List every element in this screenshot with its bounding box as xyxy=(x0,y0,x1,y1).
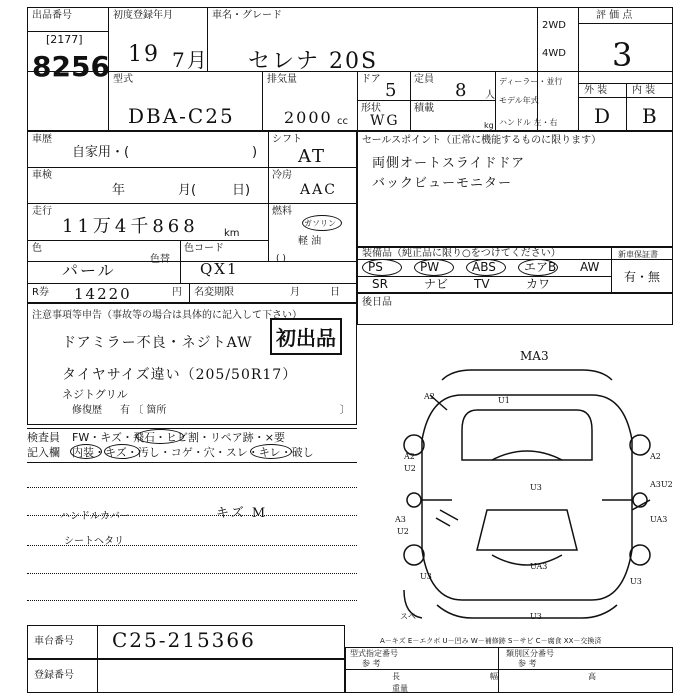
notes-line1: ドアミラー不良・ネジトAW xyxy=(62,335,253,351)
model-label: 型式 xyxy=(113,74,133,85)
shaken-year: 年 xyxy=(112,183,126,198)
equip-row1-item: PS xyxy=(368,260,383,274)
color-code-value: QX1 xyxy=(200,260,239,278)
doors-value: 5 xyxy=(385,80,399,101)
lot-sub: [2177] xyxy=(46,33,83,46)
damage-mark: A2 xyxy=(424,392,435,401)
repair-value: 有 〔 箇所 xyxy=(120,405,167,416)
color-code-label: 色コード xyxy=(184,243,224,254)
equip-row2-item: TV xyxy=(474,277,490,291)
record-line2: シートヘタリ xyxy=(64,536,124,547)
shaken-label: 車検 xyxy=(32,170,52,181)
chassis-label: 車台番号 xyxy=(34,636,74,647)
damage-mark: U3 xyxy=(530,612,542,621)
repair-label: 修復歴 xyxy=(72,405,102,416)
color-value: パール xyxy=(62,261,116,280)
lot-label: 出品番号 xyxy=(32,10,72,21)
grade-label: 評 価 点 xyxy=(596,10,633,21)
notes-line3: ネジトグリル xyxy=(62,388,128,401)
length-label: 長 xyxy=(392,672,400,681)
damage-mark: U3 xyxy=(630,577,642,586)
damage-mark: U2 xyxy=(404,464,416,473)
reg-label: 初度登録年月 xyxy=(113,10,173,21)
notes-line2: タイヤサイズ違い（205/50R17） xyxy=(62,367,298,383)
drive-4wd: 4WD xyxy=(542,48,566,59)
equipment-circle xyxy=(466,259,506,276)
fuel-label: 燃料 xyxy=(272,206,292,217)
disp-value: 2000 xyxy=(284,108,333,127)
recycle-value: 14220 xyxy=(74,285,132,303)
dealer-label: ディーラー・並行 xyxy=(499,77,563,86)
class-label: 類別区分番号 xyxy=(506,649,554,658)
damage-mark: A2 xyxy=(404,452,415,461)
reg-year: 19 xyxy=(128,42,160,67)
height-label: 高 xyxy=(588,672,596,681)
inspection-row-1: FW・キズ・飛石・ヒビ割・リペア跡・×要 xyxy=(72,431,285,444)
equipment-circle xyxy=(414,259,454,276)
type-spec-label: 型式指定番号 xyxy=(350,649,398,658)
lot-number: 8256 xyxy=(32,50,110,83)
load-label: 積載 xyxy=(414,103,434,114)
load-unit: kg xyxy=(484,121,494,130)
record-line1-left: ハンドルカバー xyxy=(60,511,130,522)
equip-row1-item: ABS xyxy=(472,260,496,274)
mileage-unit: km xyxy=(224,228,240,239)
handle-label: ハンドル 左・右 xyxy=(499,118,558,127)
shift-label: シフト xyxy=(272,134,302,145)
car-name: セレナ 20S xyxy=(248,49,379,74)
record-label: 記入欄 xyxy=(27,446,60,459)
mark-circle-sure xyxy=(250,444,292,459)
recycle-label: R券 xyxy=(32,287,49,298)
ref-1: 参 考 xyxy=(362,659,381,668)
fuel-diesel: 軽 油 xyxy=(298,236,322,247)
history-label: 車歴 xyxy=(32,134,52,145)
mileage-label: 走行 xyxy=(32,206,52,217)
meigi-label: 名変期限 xyxy=(194,287,234,298)
doors-label: ドア xyxy=(361,74,381,85)
fuel-gas: ガソリン xyxy=(304,219,336,228)
equip-row2-item: SR xyxy=(372,277,388,291)
int-grade: B xyxy=(642,104,659,128)
sales-line2: バックビューモニター xyxy=(372,176,513,191)
model-year-label: モデル年式 xyxy=(499,96,539,105)
weight-label: 重量 xyxy=(392,684,408,693)
disp-label: 排気量 xyxy=(267,74,297,85)
regno-label: 登録番号 xyxy=(34,670,74,681)
equip-row2-item: カワ xyxy=(526,277,551,291)
car-label: 車名・グレード xyxy=(212,10,282,21)
equip-row2-item: ナビ xyxy=(424,277,449,291)
mileage-value: 11万4千868 xyxy=(62,216,199,237)
regno-frame xyxy=(27,659,345,693)
ac-value: AAC xyxy=(300,182,337,198)
capacity-unit: 人 xyxy=(485,90,495,101)
chassis-value: C25-215366 xyxy=(112,628,256,652)
diagram-top-mark: MA3 xyxy=(520,349,549,363)
damage-mark: A2 xyxy=(650,452,661,461)
damage-mark: U3 xyxy=(420,572,432,581)
int-label: 内 装 xyxy=(632,85,656,96)
equip-row1-item: PW xyxy=(420,260,440,274)
reg-month: 7月 xyxy=(172,48,209,72)
ext-grade: D xyxy=(594,104,613,128)
equip-row1-item: AW xyxy=(580,260,600,274)
history-close: ) xyxy=(252,145,258,160)
damage-mark: U3 xyxy=(530,483,542,492)
equipment-label: 装備品（純正品に限り○をつけてください） xyxy=(362,248,561,259)
shaken-day: 日) xyxy=(232,183,251,198)
drive-2wd: 2WD xyxy=(542,20,566,31)
width-label: 幅 xyxy=(490,672,498,681)
disp-unit: cc xyxy=(337,116,348,127)
equipment-circle xyxy=(518,259,558,276)
repair-close: 〕 xyxy=(340,405,350,416)
equipment-circle xyxy=(362,259,402,276)
notes-label: 注意事項等申告（事故等の場合は具体的に記入して下さい） xyxy=(32,310,302,321)
ato-label: 後日品 xyxy=(362,297,392,308)
ato-frame xyxy=(357,293,673,325)
inspector-label: 検査員 xyxy=(27,431,60,444)
first-listing-stamp: 初出品 xyxy=(270,318,342,355)
mark-circle-naisou xyxy=(70,444,102,459)
damage-mark: UA3 xyxy=(530,562,548,571)
shaken-month: 月( xyxy=(178,183,197,198)
damage-mark: U1 xyxy=(498,396,510,405)
shift-value: AT xyxy=(298,146,327,167)
diagram-legend: A－キズ E－エクボ U－凹み W－補修跡 S－サビ C－腐食 XX－交換済 xyxy=(380,637,602,645)
capacity-value: 8 xyxy=(455,80,469,101)
ac-label: 冷房 xyxy=(272,170,292,181)
history-value: 自家用・( xyxy=(72,145,130,160)
record-line1-right: キズ M xyxy=(216,506,268,521)
shape-label: 形状 xyxy=(361,103,381,114)
damage-mark: A3U2 xyxy=(650,480,673,489)
damage-mark: A3 xyxy=(395,515,406,524)
ref-2: 参 考 xyxy=(518,659,537,668)
damage-mark: UA3 xyxy=(650,515,668,524)
overall-score: 3 xyxy=(612,36,635,74)
meigi-month: 月 xyxy=(290,287,300,298)
meigi-day: 日 xyxy=(330,287,340,298)
capacity-label: 定員 xyxy=(414,74,434,85)
mark-circle-kizu xyxy=(104,444,140,459)
mark-circle-hiseki xyxy=(136,429,184,444)
fuel-paren: ( ) xyxy=(276,254,286,264)
warranty-value: 有・無 xyxy=(624,270,661,284)
model-value: DBA-C25 xyxy=(128,104,235,128)
ext-label: 外 装 xyxy=(584,85,608,96)
damage-mark: スペ xyxy=(400,612,416,621)
equip-row1-item: エアB xyxy=(524,260,557,274)
shape-value: WG xyxy=(370,113,400,129)
color-label: 色 xyxy=(32,243,42,254)
recycle-unit: 円 xyxy=(172,287,182,298)
color-change-label: 色替 xyxy=(150,254,170,265)
sales-line1: 両側オートスライドドア xyxy=(372,156,526,171)
warranty-label: 新車保証書 xyxy=(618,250,658,259)
inspection-row-2: 内装・キズ・汚し・コゲ・穴・スレ・キレ・破し xyxy=(72,446,314,459)
damage-mark: U2 xyxy=(397,527,409,536)
sales-label: セールスポイント（正常に機能するものに限ります） xyxy=(362,135,602,146)
